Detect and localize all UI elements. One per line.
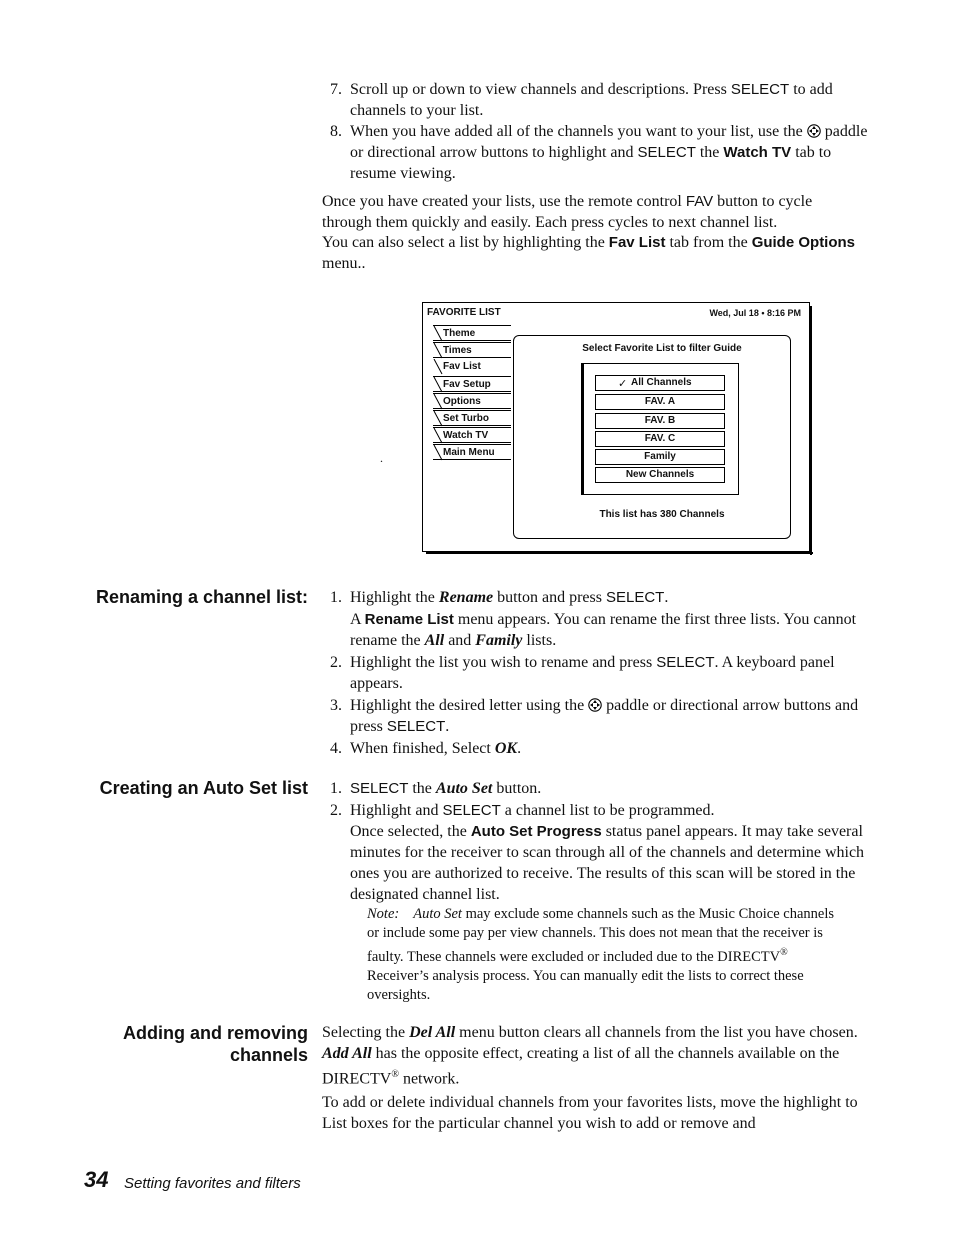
tab-label: Fav Setup — [443, 379, 491, 390]
auto-set-note — [367, 905, 842, 1005]
select-keyword: SELECT — [386, 718, 446, 735]
tab-label: Theme — [443, 328, 476, 339]
registered-mark: ® — [391, 1069, 399, 1080]
add-all-term: Add All — [322, 1045, 372, 1062]
auto-set-term: Auto Set — [413, 906, 462, 922]
tab-label: Set Turbo — [443, 413, 489, 424]
auto-set-term: Auto Set — [435, 780, 493, 797]
adding-para-2: To add or delete individual channels from your favorites lists, move the highlight to List boxes for the particular channel you wish to add or remove and — [322, 1094, 858, 1132]
para-text: Selecting the — [322, 1024, 410, 1041]
heading-line: Adding and removing — [122, 1023, 308, 1043]
list-item-label: FAV. A — [644, 396, 676, 407]
tab-label: Main Menu — [443, 447, 495, 458]
step-text: . — [664, 589, 669, 606]
step-text: . — [517, 740, 522, 757]
fav-list-term: Fav List — [608, 234, 666, 251]
step-text: paddle or directional arrow buttons to highlight and — [350, 123, 868, 161]
step-text: paddle or directional arrow buttons and press — [350, 697, 859, 735]
footer-section-title: Setting favorites and filters — [124, 1175, 301, 1192]
step-text: menu appears. You can rename the first three lists. You cannot rename the — [350, 611, 857, 649]
channel-count: This list has 380 Channels — [599, 509, 725, 520]
step-7 — [322, 79, 870, 121]
para-text: network. — [398, 1070, 460, 1088]
para-text: has the opposite effect, creating a list of all the channels available on the DIRECTV — [322, 1045, 840, 1088]
fav-keyword: FAV — [685, 193, 714, 210]
steps-top — [322, 79, 870, 184]
renaming-step-3 — [322, 695, 870, 737]
renaming-step-4 — [322, 738, 870, 759]
para-once — [322, 191, 862, 233]
step-text: tab to resume viewing. — [350, 144, 832, 182]
step-text: Highlight the desired letter using the — [350, 697, 589, 714]
auto-set-progress-term: Auto Set Progress — [470, 823, 602, 840]
tab-main-menu[interactable] — [433, 444, 511, 460]
select-keyword: SELECT — [730, 81, 790, 98]
ok-term: OK — [494, 740, 518, 757]
panel-title: Select Favorite List to filter Guide — [582, 343, 742, 354]
autoset-step-2 — [322, 800, 870, 821]
note-label: Note: — [367, 906, 400, 922]
checkmark-icon: ✓ — [618, 378, 628, 390]
list-item-label: FAV. B — [644, 415, 676, 426]
para-text: button to cycle through them quickly and easily. Each press cycles to next channel list. — [322, 193, 813, 231]
section-heading-renaming: Renaming a channel list: — [95, 587, 308, 607]
renaming-step-1 — [322, 587, 870, 608]
renaming-step-1-detail — [322, 609, 870, 651]
paddle-icon — [807, 124, 821, 138]
step-text: a channel list to be programmed. — [500, 802, 715, 819]
autoset-steps — [322, 778, 870, 905]
note-text: Receiver’s analysis process. You can manually edit the lists to correct these oversights. — [367, 967, 804, 1003]
para-also — [322, 232, 862, 274]
step-text: to add channels to your list. — [350, 81, 833, 119]
step-text: Scroll up or down to view channels and descriptions. Press — [350, 81, 731, 98]
step-number: 3. — [330, 697, 342, 714]
select-keyword: SELECT — [605, 589, 665, 606]
step-text: Once selected, the — [350, 823, 471, 840]
rename-list-term: Rename List — [364, 611, 454, 628]
step-text: A — [350, 611, 365, 628]
page-number: 34 — [84, 1167, 109, 1192]
tab-theme[interactable] — [433, 325, 511, 341]
adding-para-1 — [322, 1022, 870, 1089]
select-keyword: SELECT — [637, 144, 696, 161]
rename-term: Rename — [438, 589, 494, 606]
section-heading-adding-removing — [28, 1022, 308, 1066]
favorite-list-screen — [422, 302, 810, 552]
tab-label: Fav List — [443, 361, 481, 372]
para-text: menu button clears all channels from the list you have chosen. — [455, 1024, 858, 1041]
screen-title: FAVORITE LIST — [427, 307, 501, 318]
tab-label: Watch TV — [443, 430, 489, 441]
list-item-family[interactable] — [595, 449, 725, 465]
tab-fav-list[interactable] — [433, 359, 515, 375]
step-text: and — [444, 632, 476, 649]
list-item-label: New Channels — [625, 469, 695, 480]
tab-options[interactable] — [433, 393, 511, 409]
renaming-step-2 — [322, 652, 870, 694]
renaming-steps — [322, 587, 870, 759]
step-text: When finished, Select — [350, 740, 495, 757]
screen-datetime: Wed, Jul 18 • 8:16 PM — [709, 308, 801, 318]
listbox-shadow — [581, 363, 584, 495]
list-item-new-channels[interactable] — [595, 467, 725, 483]
step-text: Highlight and — [350, 802, 443, 819]
paddle-icon — [588, 698, 602, 712]
step-8 — [322, 121, 870, 184]
step-text: status panel appears. It may take several minutes for the receiver to scan through all of the channels and determine which ones you are authorized to receive. The results of this scan will be stored in the designated channel list. — [350, 823, 865, 903]
tab-watch-tv[interactable] — [433, 427, 511, 443]
guide-options-term: Guide Options — [751, 234, 856, 251]
para-text: Once you have created your lists, use the remote control — [322, 193, 686, 210]
select-keyword: SELECT — [442, 802, 501, 819]
tab-times[interactable] — [433, 342, 511, 358]
step-text: the — [695, 144, 724, 161]
para-text: menu.. — [322, 255, 366, 272]
family-term: Family — [475, 632, 523, 649]
tab-fav-setup[interactable] — [433, 376, 511, 392]
list-item-fav-b[interactable] — [595, 413, 725, 429]
step-number: 7. — [330, 81, 342, 98]
list-item-label: Family — [644, 451, 676, 462]
list-item-all-channels[interactable] — [595, 375, 725, 391]
para-text: tab from the — [665, 234, 752, 251]
step-text: button and press — [493, 589, 606, 606]
step-text: . A keyboard panel appears. — [350, 654, 835, 692]
list-item-label: FAV. C — [644, 433, 676, 444]
step-text: . — [445, 718, 450, 735]
watch-tv-term: Watch TV — [723, 144, 792, 161]
step-number: 4. — [330, 740, 342, 757]
autoset-step-1 — [322, 778, 870, 799]
step-number: 2. — [330, 802, 342, 819]
step-number: 8. — [330, 123, 342, 140]
step-text: Highlight the list you wish to rename and press — [350, 654, 657, 671]
select-keyword: SELECT — [350, 780, 409, 797]
step-text: the — [408, 780, 436, 797]
list-item-label: All Channels — [631, 377, 692, 388]
step-number: 2. — [330, 654, 342, 671]
para-text: You can also select a list by highlighting the — [322, 234, 609, 251]
section-heading-auto-set: Creating an Auto Set list — [99, 778, 308, 798]
step-text: Highlight the — [350, 589, 439, 606]
tab-label: Times — [443, 345, 472, 356]
note-text: may exclude some channels such as the Music Choice channels or include some pay per view channels. This does not mean that the receiver is faulty. These channels were excluded or included due to the DIRECTV — [367, 906, 835, 965]
list-item-fav-c[interactable] — [595, 431, 725, 447]
tab-set-turbo[interactable] — [433, 410, 511, 426]
list-item-fav-a[interactable] — [595, 394, 725, 410]
step-number: 1. — [330, 780, 342, 797]
autoset-step-2-detail — [322, 821, 870, 905]
step-text: When you have added all of the channels you want to your list, use the — [350, 123, 807, 140]
heading-line: channels — [229, 1045, 308, 1065]
step-text: lists. — [522, 632, 557, 649]
tab-label: Options — [443, 396, 481, 407]
registered-mark: ® — [780, 947, 788, 958]
screen-shadow — [426, 552, 813, 554]
step-text: button. — [492, 780, 542, 797]
all-term: All — [424, 632, 445, 649]
del-all-term: Del All — [409, 1024, 456, 1041]
stray-dot: . — [380, 451, 383, 465]
step-number: 1. — [330, 589, 342, 606]
select-keyword: SELECT — [656, 654, 715, 671]
